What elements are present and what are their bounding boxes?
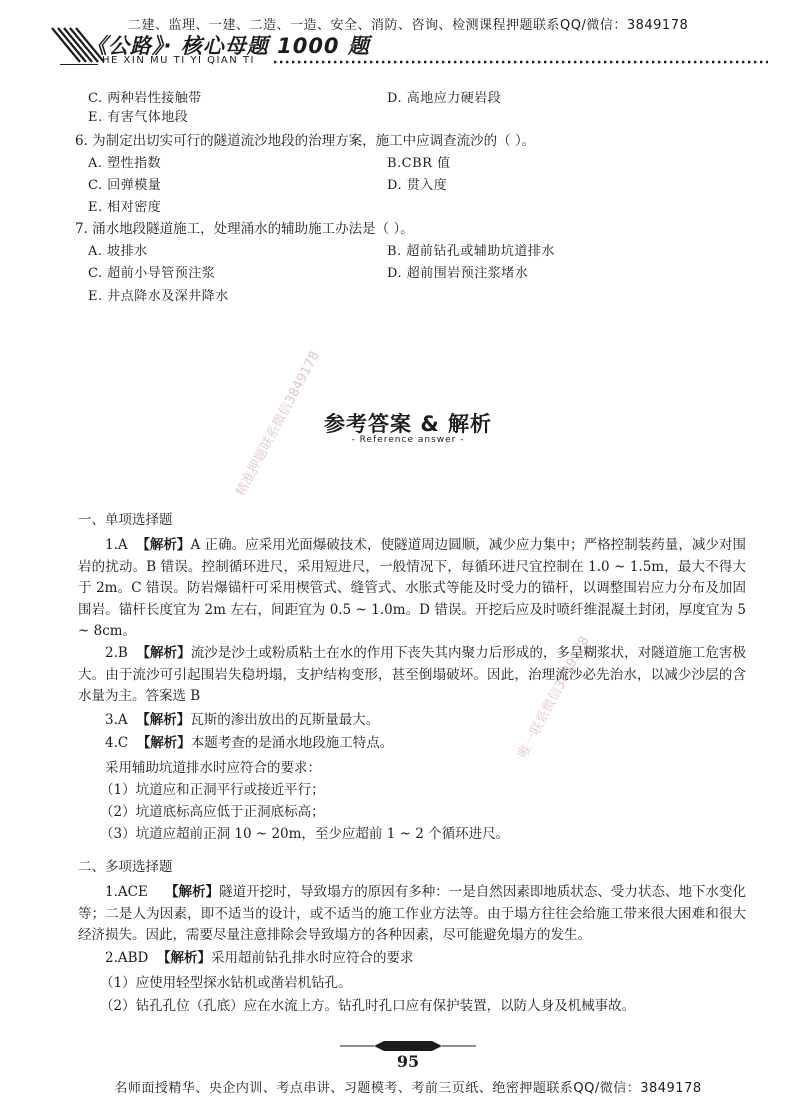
answer-single-3: 3.A 【解析】瓦斯的渗出放出的瓦斯量最大。 <box>105 712 380 728</box>
single-4-item-3: （3）坑道应超前正洞 10 ~ 20m，至少应超前 1 ~ 2 个循环进尺。 <box>100 826 510 842</box>
q7-option-c: C. 超前小导管预注浆 <box>88 266 216 281</box>
book-title-pinyin: HE XIN MU TI YI QIAN TI <box>102 55 255 66</box>
q5-option-e: E. 有害气体地段 <box>88 110 189 125</box>
q7-option-b: B. 超前钻孔或辅助坑道排水 <box>387 244 555 259</box>
answers-subtitle: - Reference answer - <box>351 435 465 445</box>
q6-option-d: D. 贯入度 <box>387 178 448 193</box>
q6-stem: 6. 为制定出切实可行的隧道流沙地段的治理方案，施工中应调查流沙的（ ）。 <box>75 133 536 149</box>
q7-option-d: D. 超前围岩预注浆堵水 <box>387 266 529 281</box>
header-rule-short <box>60 64 98 65</box>
watermark-2: 唯一联系微信3849178 <box>515 633 593 761</box>
answers-title: 参考答案 & 解析 <box>324 412 492 436</box>
header-contact-banner: 二建、监理、一建、二造、一造、安全、消防、咨询、检测课程押题联系QQ/微信：3849178 <box>128 18 689 33</box>
answer-multi-1: 1.ACE 【解析】隧道开挖时，导致塌方的原因有多种：一是自然因素即地质状态、受力状态、地下水变化等；二是人为因素，即不适当的设计，或不适当的施工作业方法等。由于塌方往往会给施工带来很大困难和很大经济损失。因此，需要尽量注意排除会导致塌方的各种因素，尽可能避免塌方的发生。 <box>78 884 747 944</box>
q5-option-c: C. 两种岩性接触带 <box>88 91 202 106</box>
q6-option-e: E. 相对密度 <box>88 200 162 215</box>
single-4-item-1: （1）坑道应和正洞平行或接近平行； <box>100 782 325 798</box>
answer-single-1: 1.A 【解析】A 正确。应采用光面爆破技术，使隧道周边圆顺，减少应力集中；严格控制装药量，减少对围岩的扰动。B 错误。控制循环进尺，采用短进尺，一般情况下，每循环进尺宜控制在 1.0 ~ 1.5m，最大不得大于 2m。C 错误。防岩爆锚杆可采用楔管式、缝管式、水胀式等能及时受力的锚杆，以调整围岩应力分布及加固围岩。锚杆长度宜为 2m 左右，间距宜为 0.5 ~ 1.0m。D 错误。开挖后应及时喷纤维混凝土封闭，厚度宜为 5 ~ 8cm。 <box>78 537 747 640</box>
single-4-requirement: 采用辅助坑道排水时应符合的要求： <box>105 760 321 776</box>
q5-option-d: D. 高地应力硬岩段 <box>387 91 502 106</box>
q6-option-b: B.CBR 值 <box>387 156 451 171</box>
answer-multi-2: 2.ABD 【解析】采用超前钻孔排水时应符合的要求 <box>105 950 414 966</box>
answer-single-2: 2.B 【解析】流沙是沙土或粉质粘土在水的作用下丧失其内聚力后形成的，多呈糊浆状，对隧道施工危害极大。由于流沙可引起围岩失稳坍塌，支护结构变形，甚至倒塌破坏。因此，治理流沙必先治水，以减少沙层的含水量为主。答案选 B <box>78 645 747 705</box>
q7-option-a: A. 坡排水 <box>88 244 148 259</box>
section-single-choice: 一、单项选择题 <box>78 512 173 528</box>
section-multiple-choice: 二、多项选择题 <box>78 859 173 875</box>
answer-single-4: 4.C 【解析】本题考查的是涌水地段施工特点。 <box>105 735 394 751</box>
page-number: 95 <box>396 1052 420 1071</box>
q7-stem: 7. 涌水地段隧道施工，处理涌水的辅助施工办法是（ ）。 <box>75 221 414 237</box>
multi-2-item-1: （1）应使用轻型探水钻机或凿岩机钻孔。 <box>100 975 352 991</box>
footer-contact-banner: 名师面授精华、央企内训、考点串讲、习题模考、考前三页纸、绝密押题联系QQ/微信：3849178 <box>114 1081 702 1096</box>
single-4-item-2: （2）坑道底标高应低于正洞底标高； <box>100 804 325 820</box>
page-number-ornament <box>340 1040 476 1052</box>
header-dotted-rule <box>274 60 768 64</box>
q6-option-c: C. 回弹模量 <box>88 178 162 193</box>
multi-2-item-2: （2）钻孔孔位（孔底）应在水流上方。钻孔时孔口应有保护装置，以防人身及机械事故。 <box>100 998 636 1014</box>
q6-option-a: A. 塑性指数 <box>88 156 162 171</box>
book-title: 《公路》· 核心母题 1000 题 <box>86 34 370 58</box>
q7-option-e: E. 井点降水及深井降水 <box>88 289 229 304</box>
watermark-1: 精准押题联系微信3849178 <box>233 348 323 499</box>
